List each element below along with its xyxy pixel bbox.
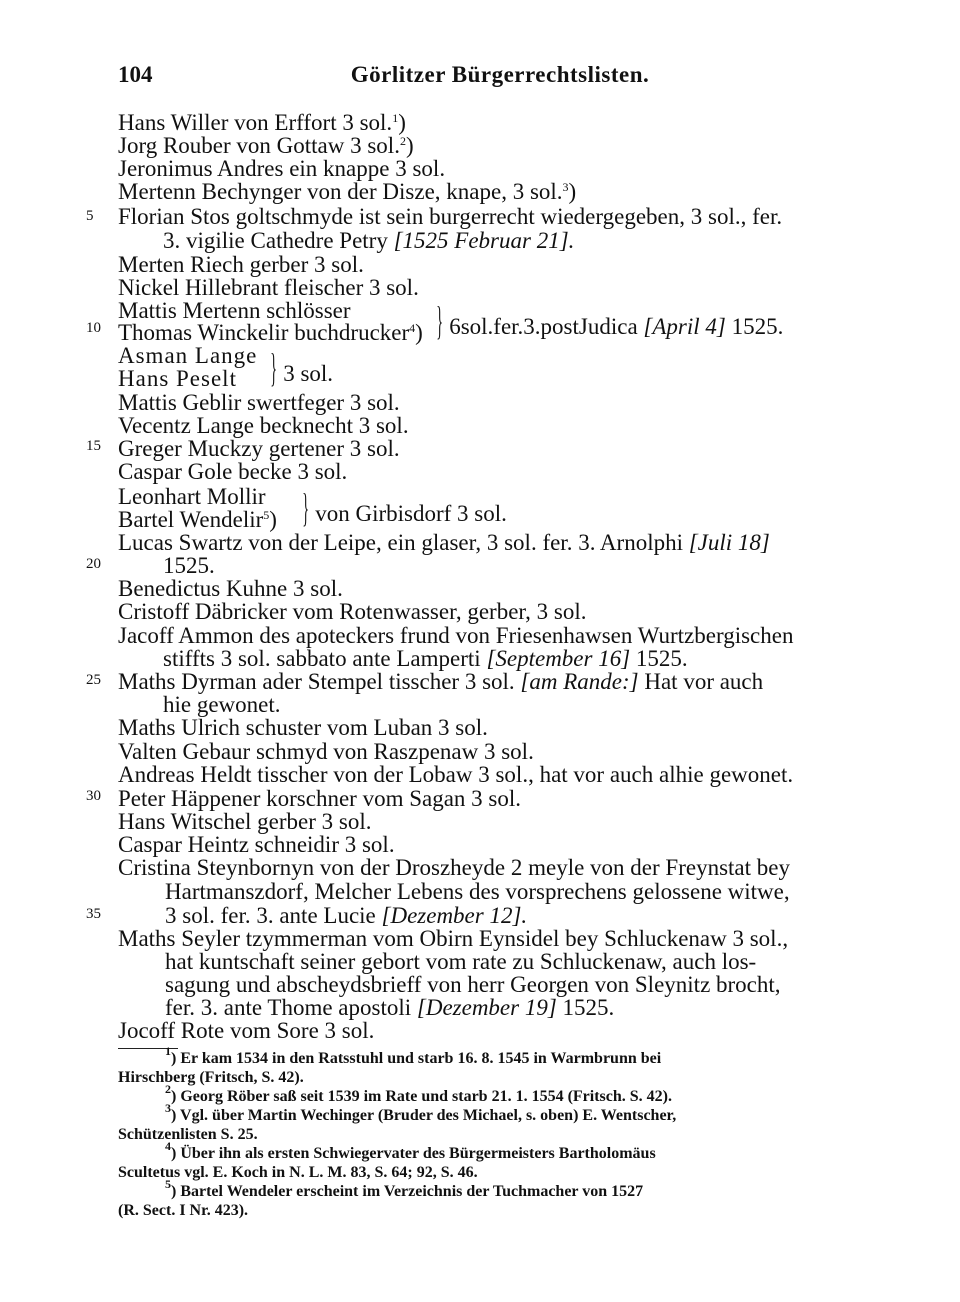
footnote: $^3$) Vgl. über Martin Wechinger (Bruder des Michael, s. oben) E. Wentscher, <box>165 1101 677 1124</box>
entry-line-continued: stiffts 3 sol. sabbato ante Lamperti [September 16] 1525. <box>163 646 688 671</box>
footnote: $^5$) Bartel Wendeler erscheint im Verzeichnis der Tuchmacher von 1527 <box>165 1177 644 1200</box>
editorial-date: [September 16] <box>486 646 631 671</box>
footnote: $^1$) Er kam 1534 in den Ratsstuhl und starb 16. 8. 1545 in Warmbrunn bei <box>165 1044 662 1067</box>
entry-line-continued: sagung und abscheydsbrieff von herr Georgen von Sleynitz brocht, <box>165 972 781 997</box>
entry-line: Greger Muckzy gertener 3 sol. <box>118 436 400 461</box>
entry-line: Florian Stos goltschmyde ist sein burgerrecht wiedergegeben, 3 sol., fer. <box>118 204 783 229</box>
line-number: 10 <box>86 320 101 336</box>
line-number: 5 <box>86 208 94 224</box>
entry-line-continued: 3 sol. fer. 3. ante Lucie [Dezember 12]. <box>165 903 528 928</box>
entry-line: Mertenn Bechynger von der Disze, knape, 3 sol.$^3$) <box>118 179 577 204</box>
entry-line: Cristina Steynbornyn von der Droszheyde 2 meyle von der Freynstat bey <box>118 855 790 880</box>
footnote: $^4$) Über ihn als ersten Schwiegervater des Bürgermeisters Bartholomäus <box>165 1139 656 1162</box>
line-number: 20 <box>86 556 101 572</box>
page-number: 104 <box>118 62 153 87</box>
footnote-marker: 5 <box>263 508 270 522</box>
entry-line: Valten Gebaur schmyd von Raszpenaw 3 sol. <box>118 739 534 764</box>
editorial-date: [April 4] <box>643 314 726 339</box>
curly-brace-icon: } <box>270 345 277 390</box>
entry-line: Lucas Swartz von der Leipe, ein glaser, 3 sol. fer. 3. Arnolphi [Juli 18] <box>118 530 770 555</box>
entry-line-continued: 1525. <box>163 553 215 578</box>
entry-line: Peter Häppener korschner vom Sagan 3 sol. <box>118 786 522 811</box>
entry-line: Vecentz Lange becknecht 3 sol. <box>118 413 409 438</box>
line-number: 35 <box>86 906 101 922</box>
entry-line: Caspar Gole becke 3 sol. <box>118 459 348 484</box>
footnote-continued: Scultetus vgl. E. Koch in N. L. M. 83, S. 64; 92, S. 46. <box>118 1164 478 1181</box>
entry-line: Merten Riech gerber 3 sol. <box>118 252 364 277</box>
editorial-date: [1525 Februar 21]. <box>393 228 575 253</box>
footnote-continued: (R. Sect. I Nr. 423). <box>118 1202 249 1219</box>
entry-line: Jeronimus Andres ein knappe 3 sol. <box>118 156 446 181</box>
entry-line: Jacoff Ammon des apoteckers frund von Friesenhawsen Wurtzbergischen <box>118 623 794 648</box>
entry-line: Hans Witschel gerber 3 sol. <box>118 809 372 834</box>
margin-note-label: [am Rande:] <box>520 669 639 694</box>
curly-brace-icon: } <box>302 485 309 530</box>
footnote-marker: 3 <box>562 180 569 194</box>
entry-line: Jorg Rouber von Gottaw 3 sol.$^2$) <box>118 133 414 158</box>
editorial-date: [Dezember 19] <box>416 995 557 1020</box>
entry-line: Hans Peselt <box>118 366 237 391</box>
brace-group-note: } von Girbisdorf 3 sol. <box>302 485 507 530</box>
editorial-date: [Dezember 12]. <box>381 903 528 928</box>
entry-line-continued: 3. vigilie Cathedre Petry [1525 Februar 21]. <box>163 228 575 253</box>
entry-line-continued: fer. 3. ante Thome apostoli [Dezember 19] 1525. <box>165 995 615 1020</box>
entry-line: Asman Lange <box>118 343 258 368</box>
entry-line: Andreas Heldt tisscher von der Lobaw 3 sol., hat vor auch alhie gewonet. <box>118 762 794 787</box>
editorial-date: [Juli 18] <box>688 530 770 555</box>
entry-line: Nickel Hillebrant fleischer 3 sol. <box>118 275 419 300</box>
footnote-marker: 2 <box>399 134 406 148</box>
entry-line: Maths Seyler tzymmerman vom Obirn Eynsidel bey Schluckenaw 3 sol., <box>118 926 789 951</box>
footnote: $^2$) Georg Röber saß seit 1539 im Rate und starb 21. 1. 1554 (Fritsch. S. 42). <box>165 1082 673 1105</box>
entry-line: Maths Dyrman ader Stempel tisscher 3 sol. [am Rande:] Hat vor auch <box>118 669 764 694</box>
entry-line: Bartel Wendelir$^5$) <box>118 507 277 532</box>
entry-line: Hans Willer von Erffort 3 sol.$^1$) <box>118 110 406 135</box>
line-number: 15 <box>86 438 101 454</box>
entry-line: Mattis Mertenn schlösser <box>118 298 351 323</box>
entry-line: Caspar Heintz schneidir 3 sol. <box>118 832 395 857</box>
entry-line: Cristoff Däbricker vom Rotenwasser, gerber, 3 sol. <box>118 599 587 624</box>
line-number: 25 <box>86 672 101 688</box>
brace-group-note: } 3 sol. <box>270 345 334 390</box>
entry-line-continued: hie gewonet. <box>163 692 281 717</box>
footnote-marker: 1 <box>392 111 399 125</box>
entry-line: Leonhart Mollir <box>118 484 266 509</box>
curly-brace-icon: } <box>436 298 443 343</box>
entry-line: Thomas Winckelir buchdrucker$^4$) <box>118 320 423 345</box>
brace-group-note: } 6sol.fer.3.postJudica [April 4] 1525. <box>436 298 784 343</box>
entry-line: Jocoff Rote vom Sore 3 sol. <box>118 1018 375 1043</box>
entry-line-continued: Hartmanszdorf, Melcher Lebens des vorsprechens gelossene witwe, <box>165 879 790 904</box>
running-title: Görlitzer Bürgerrechtslisten. <box>350 62 650 87</box>
entry-line: Mattis Geblir swertfeger 3 sol. <box>118 390 400 415</box>
entry-line: Maths Ulrich schuster vom Luban 3 sol. <box>118 715 488 740</box>
footnote-continued: Hirschberg (Fritsch, S. 42). <box>118 1069 304 1086</box>
entry-line: Benedictus Kuhne 3 sol. <box>118 576 343 601</box>
footnote-marker: 4 <box>409 321 416 335</box>
line-number: 30 <box>86 788 101 804</box>
footnote-continued: Schützenlisten S. 25. <box>118 1126 258 1143</box>
entry-line-continued: hat kuntschaft seiner gebort vom rate zu Schluckenaw, auch los- <box>165 949 757 974</box>
